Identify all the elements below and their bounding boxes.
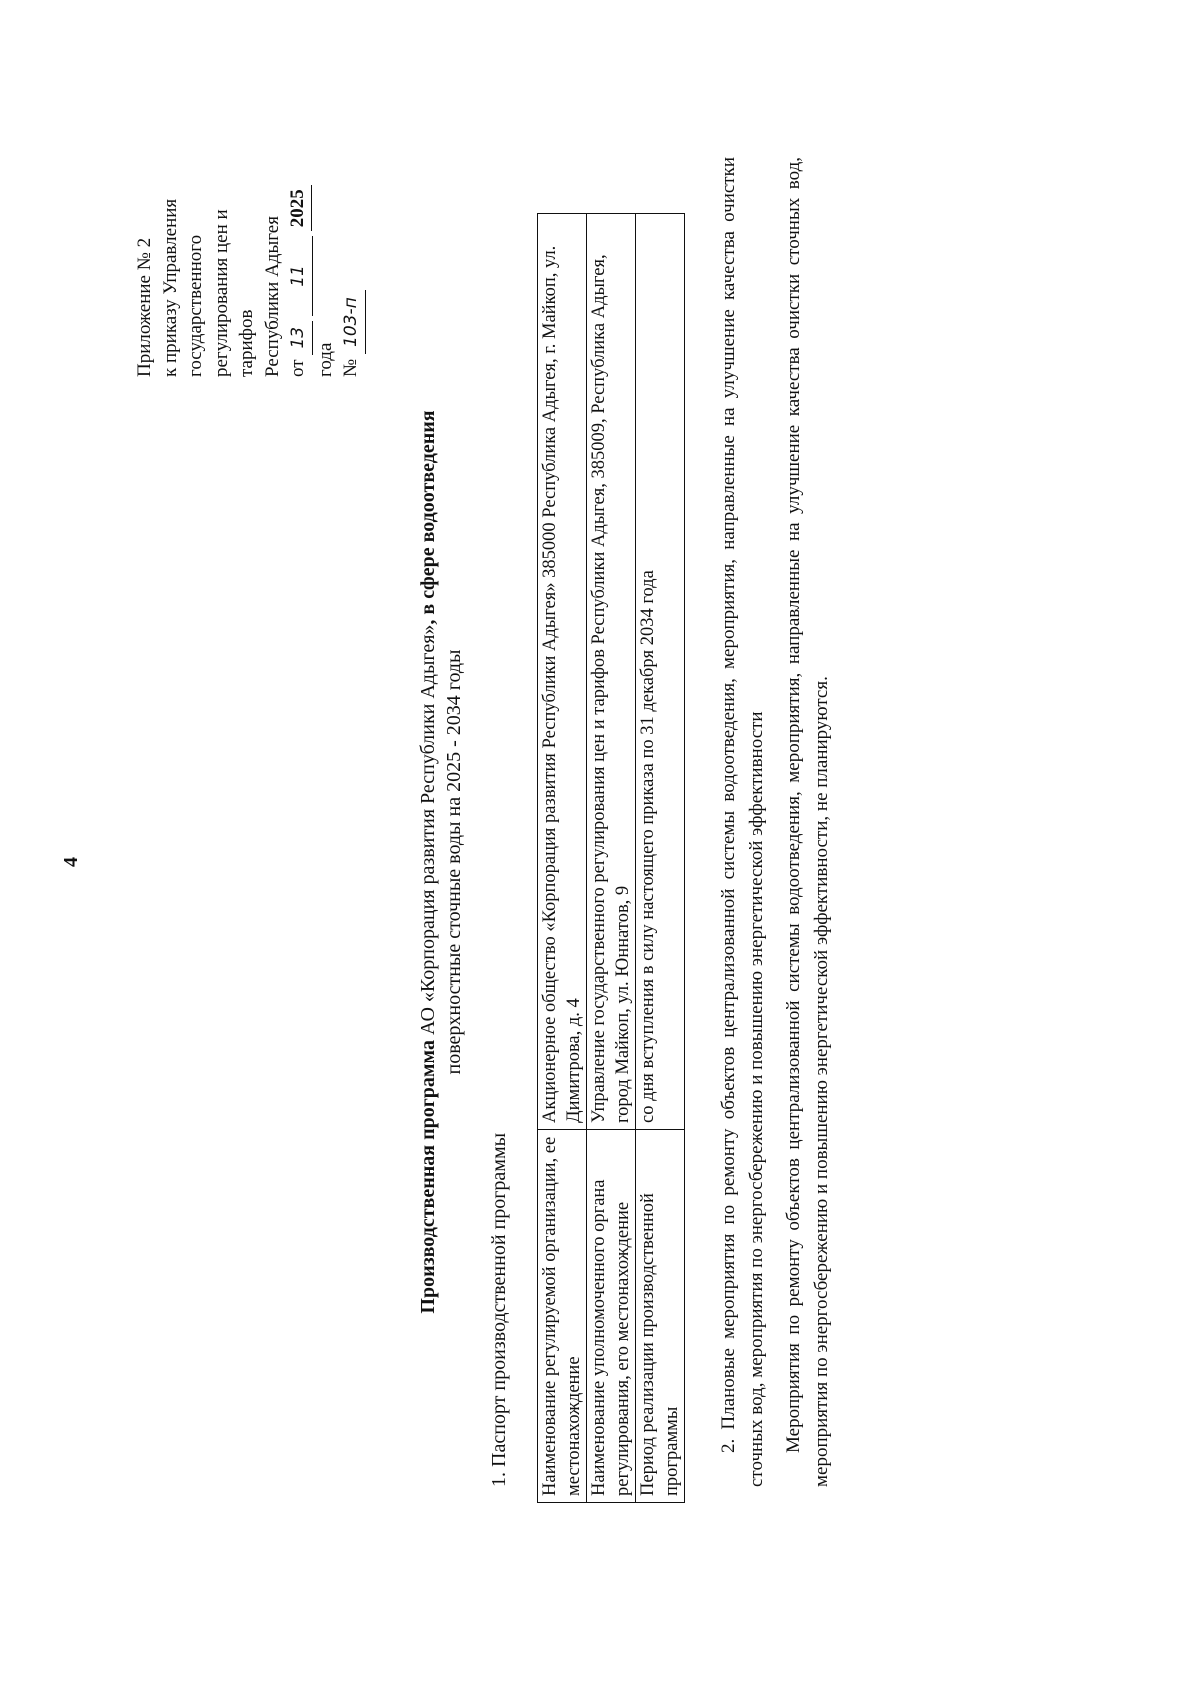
title-line-2: поверхностные сточные воды на 2025 - 2034 годы bbox=[443, 649, 465, 1075]
section-1-title: 1. Паспорт производственной программы bbox=[488, 1132, 510, 1487]
title-part-2: АО «Корпорация развития Республики Адыгея» bbox=[417, 624, 439, 1040]
appendix-line: Приложение № 2 bbox=[134, 237, 155, 377]
date-prefix: от bbox=[287, 359, 308, 377]
number-prefix: № bbox=[340, 358, 361, 377]
row-label: Наименование регулируемой организации, ее местонахождение bbox=[538, 1130, 587, 1503]
appendix-line: тарифов bbox=[236, 309, 257, 377]
row-value: Управление государственного регулирования цен и тарифов Республики Адыгея, 385009, Республика Адыгея, город Майкоп, ул. Юннатов, 9 bbox=[587, 214, 636, 1130]
program-passport-table bbox=[537, 213, 685, 1503]
table-row bbox=[636, 214, 685, 1503]
document-title bbox=[415, 327, 467, 1397]
date-month: 11 bbox=[286, 236, 313, 316]
page-number: 4 bbox=[60, 857, 82, 867]
number-value: 103-п bbox=[339, 290, 366, 354]
row-label: Период реализации производственной программы bbox=[636, 1130, 685, 1503]
row-value: со дня вступления в силу настоящего приказа по 31 декабря 2034 года bbox=[636, 214, 685, 1130]
appendix-line: государственного bbox=[185, 234, 206, 377]
paragraph-2: 2. Плановые мероприятия по ремонту объектов централизованной системы водоотведения, мероприятия, направленные на улучшение качества очистки сточных вод, мероприятия по энергосбережению и повышению энергетической эффективности bbox=[718, 157, 767, 1487]
row-value: Акционерное общество «Корпорация развития Республики Адыгея» 385000 Республика Адыгея, г. Майкоп, ул. Димитрова, д. 4 bbox=[538, 214, 587, 1130]
appendix-line: к приказу Управления bbox=[159, 198, 181, 377]
date-day: 13 bbox=[286, 321, 313, 355]
row-label: Наименование уполномоченного органа регулирования, его местонахождение bbox=[587, 1130, 636, 1503]
order-number bbox=[338, 47, 366, 377]
paragraph-3: Мероприятия по ремонту объектов централизованной системы водоотведения, мероприятия, направленные на улучшение качества очистки сточных вод, мероприятия по энергосбережению и повышению энергетической эффективности, не планируются. bbox=[783, 157, 832, 1487]
appendix-header bbox=[132, 47, 366, 377]
title-line-1 bbox=[415, 327, 441, 1397]
title-part-1: Производственная программа bbox=[417, 1039, 439, 1314]
table-row bbox=[538, 214, 587, 1503]
year-word: года bbox=[314, 342, 336, 377]
date-year: 2025 bbox=[285, 185, 312, 231]
order-date bbox=[285, 47, 313, 377]
title-part-3: , в сфере водоотведения bbox=[417, 410, 439, 625]
table-row bbox=[587, 214, 636, 1503]
appendix-line: регулирования цен и bbox=[210, 209, 232, 377]
appendix-line: Республики Адыгея bbox=[261, 216, 283, 377]
